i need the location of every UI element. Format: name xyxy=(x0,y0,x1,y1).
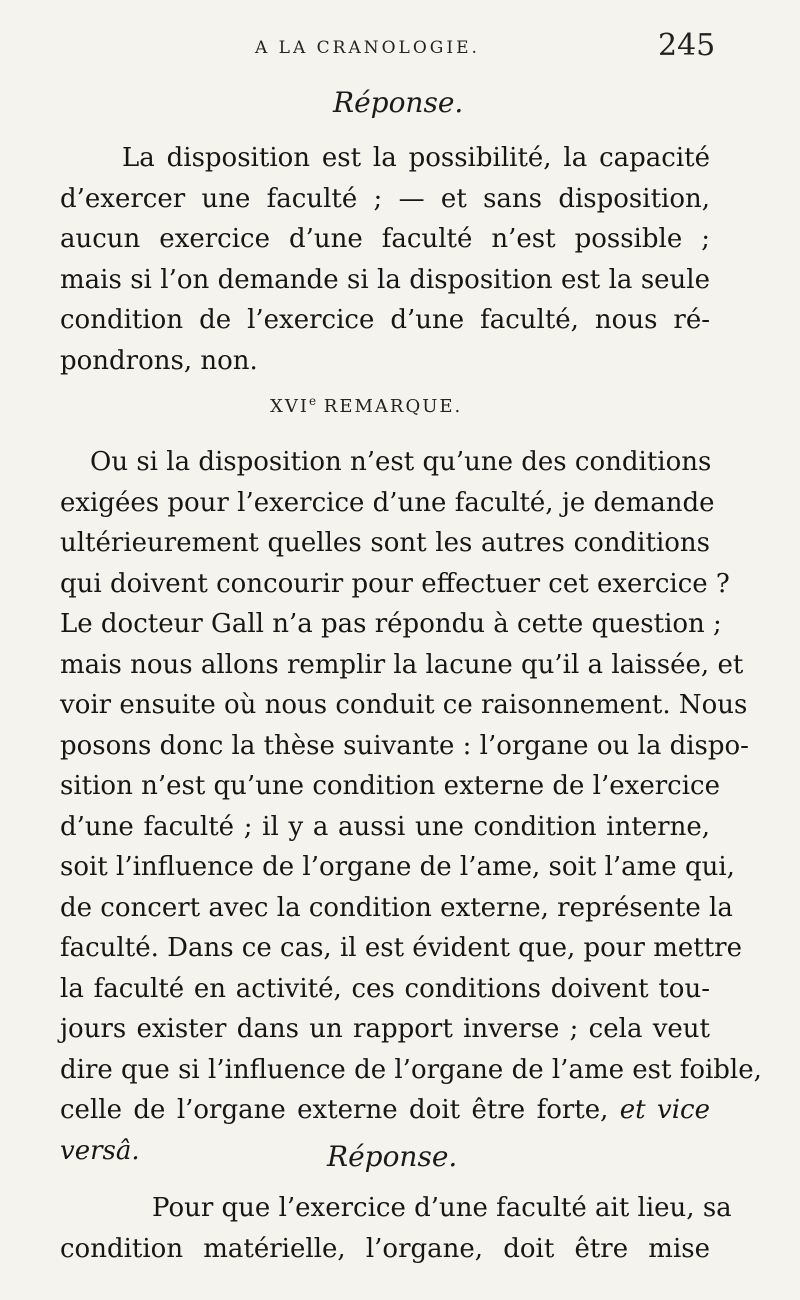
text-line: d’une faculté ; il y a aussi une condition interne, xyxy=(60,811,710,842)
text-line: Ou si la disposition n’est qu’une des conditions xyxy=(90,447,712,477)
text-line: ultérieurement quelles sont les autres conditions xyxy=(60,528,710,558)
text-line: mais si l’on demande si la disposition est la seule xyxy=(60,264,710,295)
text-line xyxy=(60,1090,710,1131)
remark-paragraph xyxy=(60,442,762,1171)
text-line: faculté. Dans ce cas, il est évident que, pour mettre xyxy=(60,933,742,963)
text-line: La disposition est la possibilité, la capacité xyxy=(122,143,710,173)
text-line: pondrons, non. xyxy=(60,345,258,376)
text-line: exigées pour l’exercice d’une faculté, je demande xyxy=(60,487,715,518)
response-paragraph-2 xyxy=(60,1188,732,1269)
text-line: qui doivent concourir pour effectuer cet exercice ? xyxy=(60,568,730,599)
text-line: voir ensuite où nous conduit ce raisonnement. Nous xyxy=(60,690,748,720)
text-line: de concert avec la condition externe, représente la xyxy=(60,892,733,923)
remark-superscript: e xyxy=(308,394,317,408)
response-heading-2: Réponse. xyxy=(327,1140,458,1173)
running-head: A LA CRANOLOGIE. xyxy=(255,38,480,58)
text-line: d’exercer une faculté ; — et sans disposition, xyxy=(60,183,710,214)
response-heading-1: Réponse. xyxy=(333,86,464,119)
italic-fragment: et vice xyxy=(619,1095,710,1125)
text-line: posons donc la thèse suivante : l’organe ou la dispo- xyxy=(60,730,749,761)
text-line: condition matérielle, l’organe, doit être mise xyxy=(60,1233,710,1264)
text-line: Pour que l’exercice d’une faculté ait lieu, sa xyxy=(152,1193,732,1223)
text-line: dire que si l’influence de l’organe de l’ame est foible, xyxy=(60,1054,762,1085)
page-number: 245 xyxy=(658,28,716,63)
text-line: condition de l’exercice d’une faculté, nous ré- xyxy=(60,305,710,335)
remark-heading xyxy=(270,394,462,417)
text-line: jours exister dans un rapport inverse ; cela veut xyxy=(60,1014,710,1044)
text-line: versâ. xyxy=(60,1135,140,1166)
text-line: Le docteur Gall n’a pas répondu à cette question ; xyxy=(60,609,722,639)
text-line: soit l’influence de l’organe de l’ame, soit l’ame qui, xyxy=(60,852,735,882)
response-paragraph-1 xyxy=(60,138,710,381)
remark-title: REMARQUE. xyxy=(316,396,463,417)
text-line: sition n’est qu’une condition externe de l’exercice xyxy=(60,771,720,801)
remark-number: XVI xyxy=(270,396,309,417)
page-header xyxy=(0,30,800,70)
text-line: la faculté en activité, ces conditions doivent tou- xyxy=(60,973,710,1004)
text-line: aucun exercice d’une faculté n’est possible ; xyxy=(60,224,710,254)
text-line: mais nous allons remplir la lacune qu’il a laissée, et xyxy=(60,649,744,680)
text-fragment: celle de l’organe externe doit être forte, xyxy=(60,1095,620,1125)
